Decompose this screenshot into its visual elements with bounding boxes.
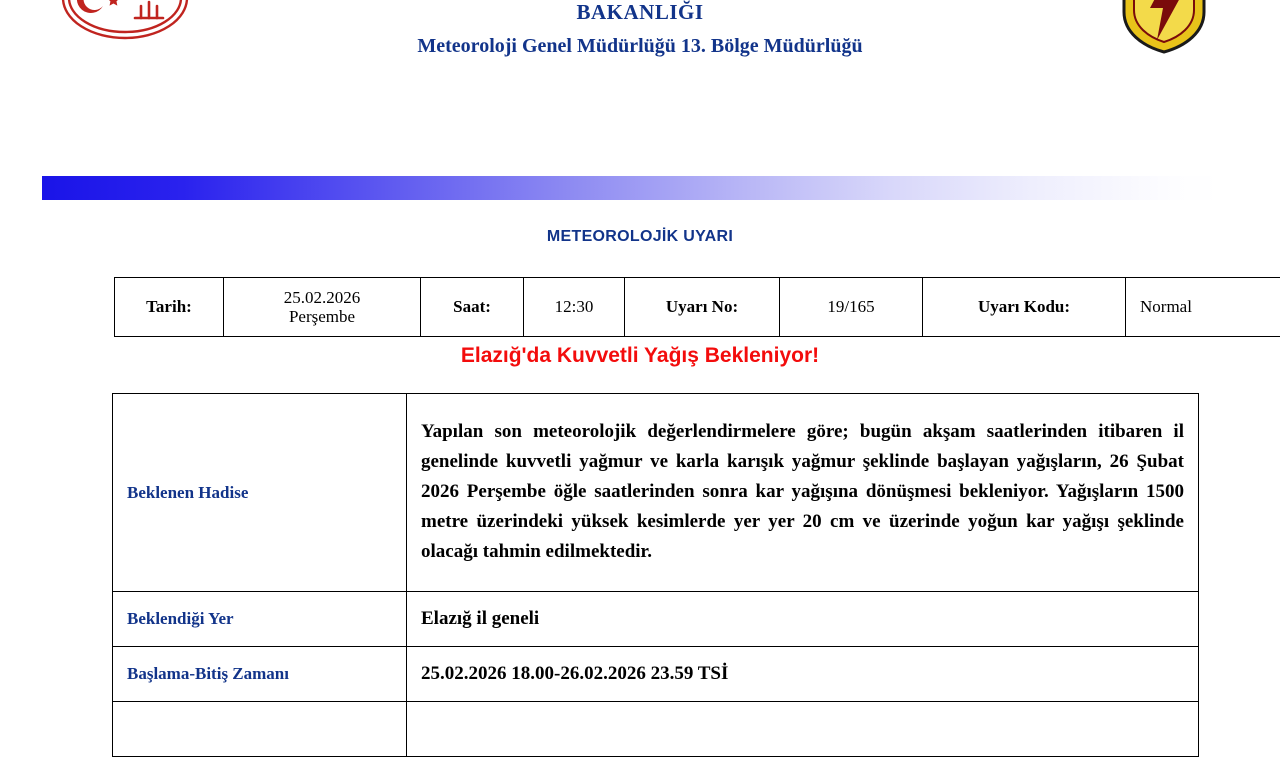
- day-text: Perşembe: [232, 307, 412, 326]
- expected-location-value: Elazığ il geneli: [407, 592, 1199, 647]
- document-header: [0, 0, 1280, 90]
- alert-headline: Elazığ'da Kuvvetli Yağış Bekleniyor!: [0, 344, 1280, 368]
- start-end-time-label: Başlama-Bitiş Zamanı: [113, 647, 407, 702]
- start-end-time-value: 25.02.2026 18.00-26.02.2026 23.59 TSİ: [407, 647, 1199, 702]
- decorative-gradient-bar: [42, 176, 1220, 200]
- table-row-partial: [113, 702, 1199, 757]
- table-row: [113, 592, 1199, 647]
- table-row: [115, 278, 1280, 337]
- turkish-ministry-crescent-logo: [55, 0, 195, 58]
- time-label: Saat:: [421, 278, 524, 337]
- extra-value-cell: [407, 702, 1199, 757]
- ministry-title: BAKANLIĞI: [0, 0, 1280, 24]
- warning-code-label: Uyarı Kodu:: [923, 278, 1126, 337]
- warning-code-value: Normal: [1126, 278, 1280, 337]
- warning-detail-table: [112, 393, 1199, 757]
- time-value: 12:30: [524, 278, 625, 337]
- department-title: Meteoroloji Genel Müdürlüğü 13. Bölge Müdürlüğü: [0, 34, 1280, 58]
- warning-no-value: 19/165: [780, 278, 923, 337]
- page-title: METEOROLOJİK UYARI: [0, 228, 1280, 246]
- extra-label-cell: [113, 702, 407, 757]
- date-label: Tarih:: [115, 278, 224, 337]
- date-text: 25.02.2026: [232, 288, 412, 307]
- date-value: [224, 278, 421, 337]
- table-row: [113, 647, 1199, 702]
- warning-meta-table: [114, 277, 1280, 337]
- expected-event-label: Beklenen Hadise: [113, 394, 407, 592]
- expected-location-label: Beklendiği Yer: [113, 592, 407, 647]
- warning-no-label: Uyarı No:: [625, 278, 780, 337]
- expected-event-value: Yapılan son meteorolojik değerlendirmelere göre; bugün akşam saatlerinden itibaren il genelinde kuvvetli yağmur ve karla karışık yağmur şeklinde başlayan yağışların, 26 Şubat 2026 Perşembe öğle saatlerinden sonra kar yağışına dönüşmesi bekleniyor. Yağışların 1500 metre üzerindeki yüksek kesimlerde yer yer 20 cm ve üzerinde yoğun kar yağışı şeklinde olacağı tahmin edilmektedir.: [407, 394, 1199, 592]
- table-row: [113, 394, 1199, 592]
- meteorology-shield-lightning-logo: [1116, 0, 1212, 54]
